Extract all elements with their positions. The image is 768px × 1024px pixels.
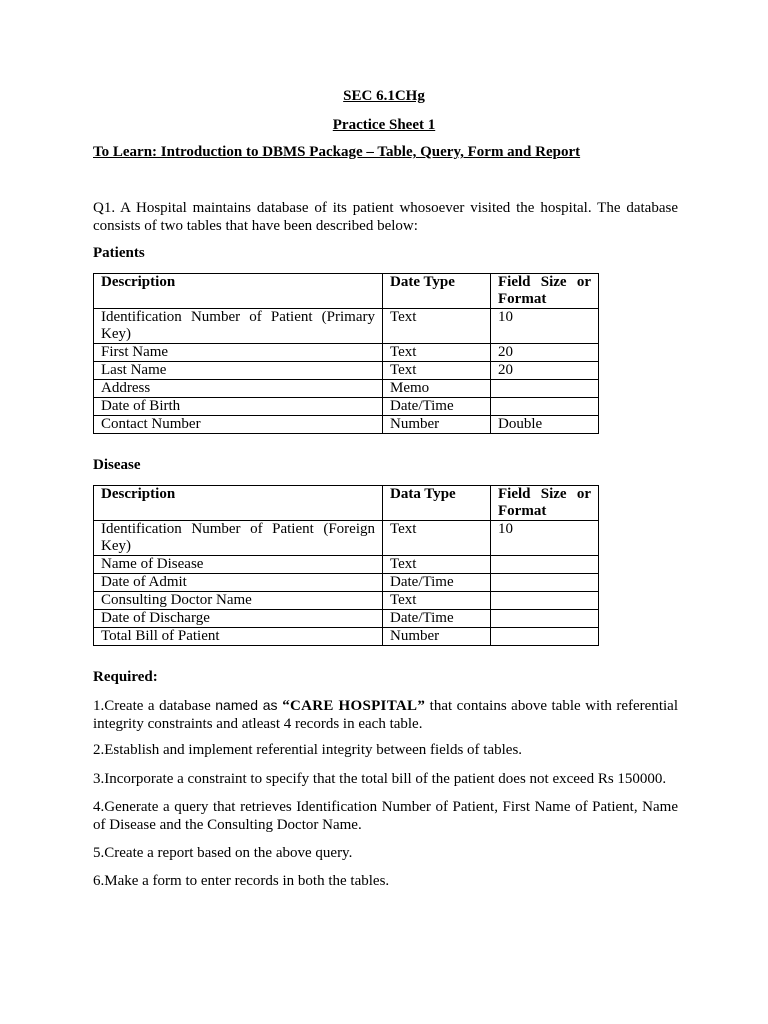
- table-cell: Memo: [383, 380, 491, 398]
- table-cell: Contact Number: [94, 416, 383, 434]
- required-item-3: 3.Incorporate a constraint to specify that the total bill of the patient does not exceed Rs 150000.: [93, 771, 667, 787]
- table-cell: Text: [383, 362, 491, 380]
- table-cell: 20: [491, 362, 599, 380]
- item-text: that contains above table with referential integrity constraints and atleast 4 records in each table.: [93, 698, 678, 732]
- table-row: [94, 610, 599, 628]
- question-text: Q1. A Hospital maintains database of its patient whosoever visited the hospital. The database consists of two tables that have been described below:: [93, 200, 678, 234]
- table-cell: Text: [383, 556, 491, 574]
- table-cell: Number: [383, 416, 491, 434]
- table-cell: Double: [491, 416, 599, 434]
- table-cell: Consulting Doctor Name: [94, 592, 383, 610]
- table-cell: Date of Discharge: [94, 610, 383, 628]
- item-text: 1.Create a database: [93, 698, 216, 714]
- required-item-1: [93, 696, 678, 733]
- table-row: [94, 344, 599, 362]
- required-item-5: 5.Create a report based on the above query.: [93, 845, 353, 861]
- table-cell: Address: [94, 380, 383, 398]
- table-cell: [491, 574, 599, 592]
- required-heading: Required:: [93, 669, 158, 685]
- practice-sheet-title: Practice Sheet 1: [332, 117, 436, 133]
- table-row: [94, 592, 599, 610]
- table-cell: Text: [383, 309, 491, 344]
- table-cell: [491, 610, 599, 628]
- table-cell: Date/Time: [383, 574, 491, 592]
- table-cell: Number: [383, 628, 491, 646]
- header-field-size: Field Size or Format: [491, 274, 599, 309]
- table-cell: Date/Time: [383, 610, 491, 628]
- table-cell: [491, 398, 599, 416]
- table-cell: Total Bill of Patient: [94, 628, 383, 646]
- required-item-2: 2.Establish and implement referential integrity between fields of tables.: [93, 742, 523, 758]
- table-cell: [491, 628, 599, 646]
- header-description: Description: [94, 486, 383, 521]
- table-cell: [491, 556, 599, 574]
- table-cell: Last Name: [94, 362, 383, 380]
- table-header-row: [94, 274, 599, 309]
- header-type: Data Type: [383, 486, 491, 521]
- disease-table: [93, 485, 599, 646]
- table-cell: 10: [491, 521, 599, 556]
- section-code: SEC 6.1CHg: [343, 88, 425, 104]
- table-row: [94, 380, 599, 398]
- table-cell: 10: [491, 309, 599, 344]
- table-row: [94, 574, 599, 592]
- table-header-row: [94, 486, 599, 521]
- required-item-4: 4.Generate a query that retrieves Identification Number of Patient, First Name of Patient, Name of Disease and the Consulting Doctor Name.: [93, 799, 678, 833]
- table-cell: Text: [383, 592, 491, 610]
- header-field-size: Field Size or Format: [491, 486, 599, 521]
- table-row: [94, 416, 599, 434]
- table-row: [94, 309, 599, 344]
- table-row: [94, 398, 599, 416]
- table-cell: Date/Time: [383, 398, 491, 416]
- table-cell: Text: [383, 344, 491, 362]
- header-type: Date Type: [383, 274, 491, 309]
- table-cell: Date of Birth: [94, 398, 383, 416]
- table-cell: 20: [491, 344, 599, 362]
- table-row: [94, 521, 599, 556]
- learning-objective: To Learn: Introduction to DBMS Package – Table, Query, Form and Report: [93, 144, 581, 160]
- table-row: [94, 628, 599, 646]
- patients-heading: Patients: [93, 245, 145, 261]
- patients-table: [93, 273, 599, 434]
- item-text: named as: [215, 697, 283, 713]
- required-item-6: 6.Make a form to enter records in both the tables.: [93, 873, 390, 889]
- table-cell: First Name: [94, 344, 383, 362]
- table-cell: Date of Admit: [94, 574, 383, 592]
- table-cell: Identification Number of Patient (Foreign Key): [94, 521, 383, 556]
- table-cell: [491, 592, 599, 610]
- table-cell: Text: [383, 521, 491, 556]
- table-cell: Identification Number of Patient (Primary Key): [94, 309, 383, 344]
- table-row: [94, 362, 599, 380]
- header-description: Description: [94, 274, 383, 309]
- table-cell: [491, 380, 599, 398]
- table-cell: Name of Disease: [94, 556, 383, 574]
- database-name: “CARE HOSPITAL”: [282, 698, 426, 714]
- disease-heading: Disease: [93, 457, 141, 473]
- table-row: [94, 556, 599, 574]
